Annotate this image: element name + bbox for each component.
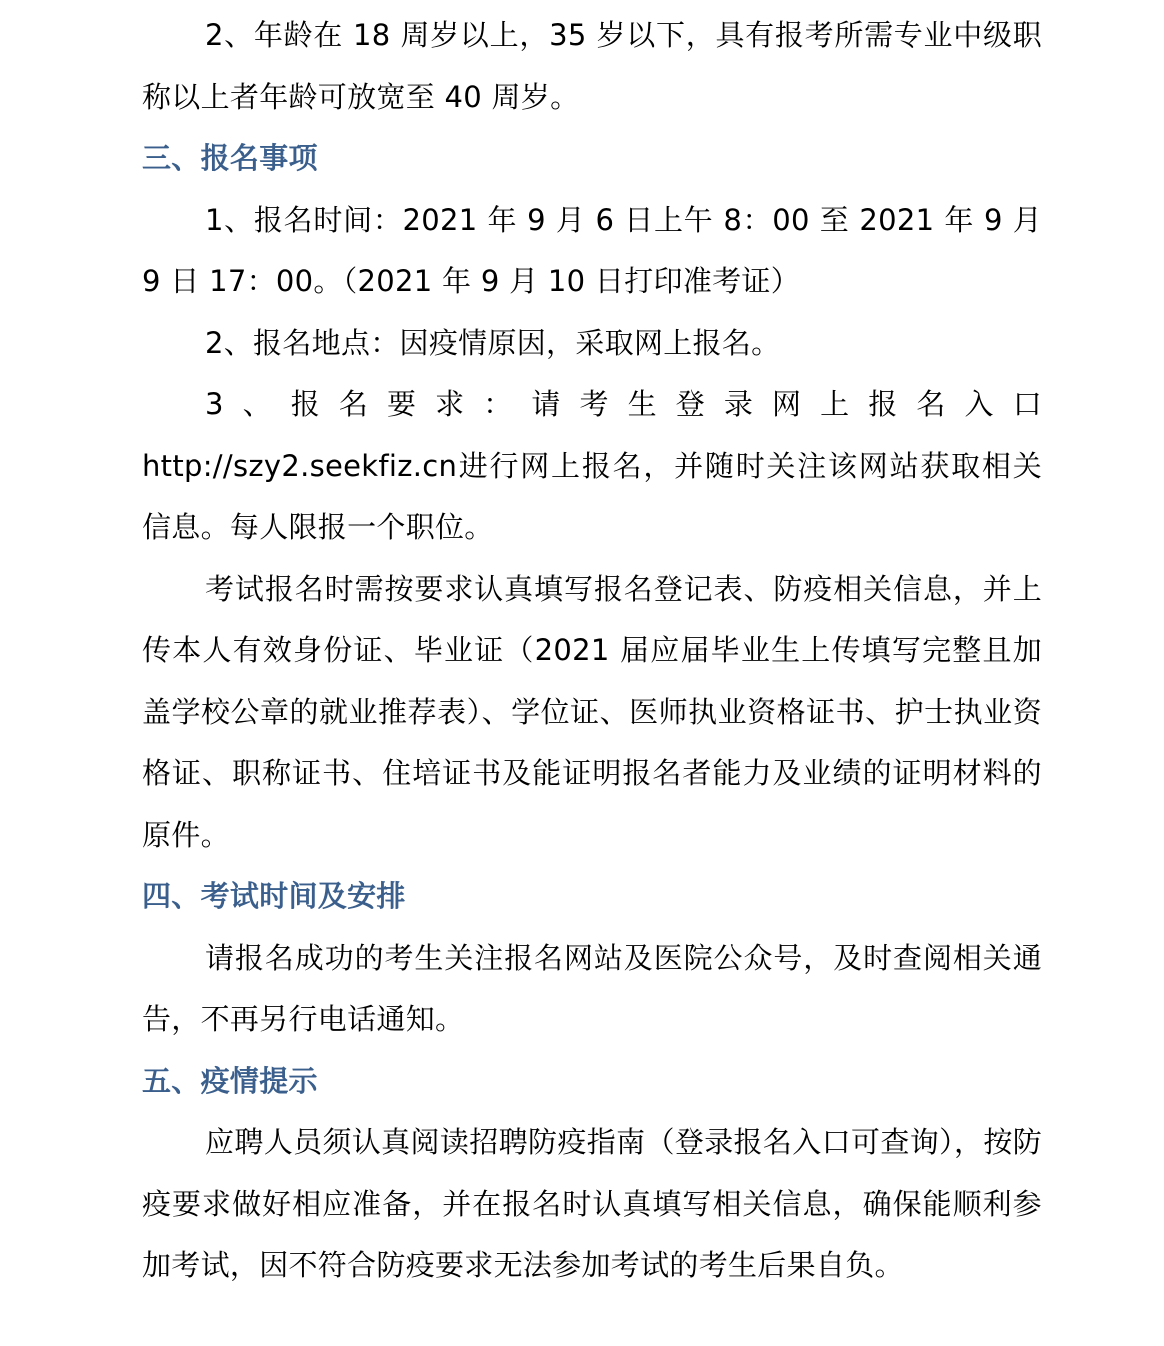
- section-heading-exam-schedule: 四、考试时间及安排: [142, 879, 406, 913]
- paragraph-age-requirement: 2、年龄在 18 周岁以上，35 岁以下，具有报考所需专业中级职称以上者年龄可放宽至 40 周岁。: [142, 18, 1042, 114]
- registration-url-link[interactable]: http://szy2.seekfiz.cn: [142, 448, 458, 483]
- section-heading-epidemic-notice: 五、疫情提示: [142, 1063, 318, 1098]
- paragraph-registration-place: 2、报名地点：因疫情原因，采取网上报名。: [205, 325, 781, 360]
- paragraph-registration-time: 1、报名时间：2021 年 9 月 6 日上午 8：00 至 2021 年 9 月 9 日 17：00。（2021 年 9 月 10 日打印准考证）: [142, 202, 1042, 298]
- paragraph-epidemic-notice: 应聘人员须认真阅读招聘防疫指南（登录报名入口可查询），按防疫要求做好相应准备，并在报名时认真填写相关信息，确保能顺利参加考试，因不符合防疫要求无法参加考试的考生后果自负。: [142, 1125, 1042, 1282]
- paragraph-registration-requirements: [142, 374, 1042, 559]
- requirements-prefix: 3、报名要求：请考生登录网上报名入口: [205, 387, 1042, 421]
- section-heading-registration: 三、报名事项: [142, 141, 318, 175]
- paragraph-required-materials: 考试报名时需按要求认真填写报名登记表、防疫相关信息，并上传本人有效身份证、毕业证（2021 届应届毕业生上传填写完整且加盖学校公章的就业推荐表）、学位证、医师执业资格证书、护士执业资格证、职称证书、住培证书及能证明报名者能力及业绩的证明材料的原件。: [142, 571, 1042, 852]
- paragraph-exam-notice: 请报名成功的考生关注报名网站及医院公众号，及时查阅相关通告，不再另行电话通知。: [142, 940, 1042, 1036]
- requirements-suffix: 进行网上报名，并随时关注该网站获取相关信息。每人限报一个职位。: [142, 448, 1042, 544]
- document-page: [142, 5, 1042, 1297]
